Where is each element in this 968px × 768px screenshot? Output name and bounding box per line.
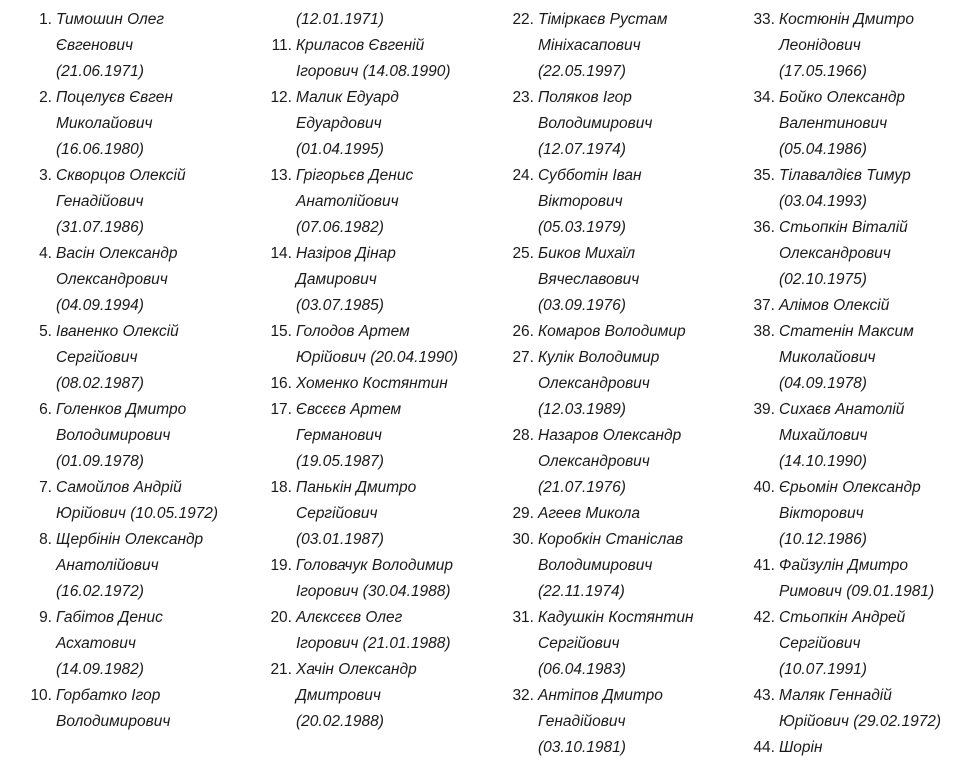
person-detail-line: Олександрович <box>538 375 650 392</box>
person-name: Малик Едуард <box>296 89 399 106</box>
person-detail-line: Генадійович <box>56 193 144 210</box>
list-item <box>0 683 260 735</box>
item-number: 28. <box>512 427 534 444</box>
person-entry <box>296 319 458 371</box>
item-number: 27. <box>512 349 534 366</box>
item-number: 32. <box>512 687 534 704</box>
person-name: Биков Михаїл <box>538 245 635 262</box>
person-name: Стьопкін Андрей <box>779 609 906 626</box>
person-entry <box>296 657 417 735</box>
person-detail-line: (22.11.1974) <box>538 583 625 600</box>
person-entry <box>296 241 396 319</box>
list-item <box>723 7 968 85</box>
person-entry <box>538 683 663 761</box>
continued-date: (12.01.1971) <box>296 11 384 28</box>
item-number: 39. <box>753 401 775 418</box>
list-item <box>240 553 500 605</box>
person-entry <box>56 683 170 735</box>
person-detail-line: Володимирович <box>538 115 653 132</box>
person-name: Статенін Максим <box>779 323 914 340</box>
person-entry <box>538 85 652 163</box>
person-name: Васін Олександр <box>56 245 178 262</box>
item-number: 3. <box>39 167 52 184</box>
person-name: Криласов Євгеній <box>296 37 425 54</box>
person-detail-line: (14.09.1982) <box>56 661 144 678</box>
list-item <box>723 319 968 397</box>
list-item <box>0 475 260 527</box>
person-name: Файзулін Дмитро <box>779 557 908 574</box>
person-detail-line: Володимирович <box>56 713 171 730</box>
person-detail-line: Генадійович <box>538 713 626 730</box>
item-number: 24. <box>512 167 534 184</box>
person-name: Тілавалдієв Тимур <box>779 167 911 184</box>
person-name: Стьопкін Віталій <box>779 219 908 236</box>
person-detail-line: (10.07.1991) <box>779 661 867 678</box>
person-entry <box>296 475 416 553</box>
person-detail-line: Олександрович <box>56 271 168 288</box>
person-name: Голенков Дмитро <box>56 401 187 418</box>
person-entry <box>296 553 453 605</box>
person-detail-line: (16.02.1972) <box>56 583 144 600</box>
person-detail-line: Володимирович <box>56 427 171 444</box>
list-item <box>0 605 260 683</box>
person-detail-line: (04.09.1994) <box>56 297 144 314</box>
person-detail-line: Асхатович <box>56 635 136 652</box>
person-entry <box>296 33 451 85</box>
person-name: Коробкін Станіслав <box>538 531 684 548</box>
item-number: 15. <box>270 323 292 340</box>
list-item <box>240 657 500 735</box>
item-number: 1. <box>39 11 52 28</box>
person-detail-line: Вікторович <box>779 505 864 522</box>
list-item <box>240 475 500 553</box>
item-number: 7. <box>39 479 52 496</box>
person-entry <box>538 345 659 423</box>
list-item <box>482 7 742 85</box>
list-column-4 <box>723 7 968 761</box>
person-detail-line: (03.10.1981) <box>538 739 626 756</box>
list-item <box>0 527 260 605</box>
person-detail-line: (02.10.1975) <box>779 271 867 288</box>
person-entry <box>538 501 640 527</box>
person-detail-line: (04.09.1978) <box>779 375 867 392</box>
person-detail-line: Римович (09.01.1981) <box>779 583 935 600</box>
person-name: Кадушкін Костянтин <box>538 609 694 626</box>
person-detail-line: (06.04.1983) <box>538 661 626 678</box>
person-entry <box>56 241 177 319</box>
person-detail-line: Сергійович <box>538 635 620 652</box>
person-entry <box>56 475 218 527</box>
person-name: Голодов Артем <box>296 323 410 340</box>
person-detail-line: Ігорович (30.04.1988) <box>296 583 451 600</box>
list-item <box>240 319 500 371</box>
item-number: 6. <box>39 401 52 418</box>
person-detail-line: (07.06.1982) <box>296 219 384 236</box>
item-number: 8. <box>39 531 52 548</box>
person-detail-line: Володимирович <box>538 557 653 574</box>
list-item <box>482 85 742 163</box>
list-item <box>723 85 968 163</box>
person-name: Скворцов Олексій <box>56 167 186 184</box>
person-detail-line: Анатолійович <box>296 193 399 210</box>
list-column-1 <box>0 7 260 735</box>
person-name: Єрьомін Олександр <box>779 479 921 496</box>
person-entry <box>56 85 173 163</box>
person-name: Поляков Ігор <box>538 89 632 106</box>
person-name: Головачук Володимир <box>296 557 453 574</box>
person-detail-line: (31.07.1986) <box>56 219 144 236</box>
person-name: Алімов Олексій <box>779 297 890 314</box>
person-detail-line: Юрійович (10.05.1972) <box>56 505 219 522</box>
list-item <box>723 475 968 553</box>
person-detail-line: Сергійович <box>296 505 378 522</box>
person-entry <box>779 215 908 293</box>
person-name: Грігорьєв Денис <box>296 167 414 184</box>
list-item <box>0 397 260 475</box>
person-detail-line: (17.05.1966) <box>779 63 867 80</box>
item-number: 38. <box>753 323 775 340</box>
person-entry <box>779 293 889 319</box>
person-detail-line: (12.03.1989) <box>538 401 626 418</box>
person-detail-line: Вячеславович <box>538 271 640 288</box>
item-number: 31. <box>512 609 534 626</box>
list-item <box>0 241 260 319</box>
person-detail-line: (21.06.1971) <box>56 63 144 80</box>
person-detail-line: Миколайович <box>56 115 153 132</box>
person-name: Щербінін Олександр <box>56 531 204 548</box>
person-name: Тіміркаєв Рустам <box>538 11 668 28</box>
list-item <box>723 553 968 605</box>
item-number: 10. <box>30 687 52 704</box>
person-name: Панькін Дмитро <box>296 479 417 496</box>
item-number: 4. <box>39 245 52 262</box>
person-entry <box>56 7 164 85</box>
list-item <box>240 33 500 85</box>
person-detail-line: (08.02.1987) <box>56 375 144 392</box>
list-item <box>723 397 968 475</box>
person-name: Тимошин Олег <box>56 11 165 28</box>
person-detail-line: Олександрович <box>779 245 891 262</box>
person-name: Агеев Микола <box>538 505 640 522</box>
person-detail-line: (05.03.1979) <box>538 219 626 236</box>
person-name: Бойко Олександр <box>779 89 906 106</box>
list-item <box>240 605 500 657</box>
person-entry <box>779 7 914 85</box>
person-name: Кулік Володимир <box>538 349 660 366</box>
list-item <box>240 163 500 241</box>
person-name: Назіров Дінар <box>296 245 396 262</box>
person-detail-line: Олександрович <box>538 453 650 470</box>
list-item <box>482 501 742 527</box>
person-entry <box>779 553 934 605</box>
item-number: 41. <box>753 557 775 574</box>
person-name: Маляк Геннадій <box>779 687 892 704</box>
item-number: 11. <box>271 37 292 54</box>
item-number: 9. <box>39 609 52 626</box>
person-detail-line: (20.02.1988) <box>296 713 384 730</box>
person-detail-line: Євгенович <box>56 37 134 54</box>
item-number: 36. <box>753 219 775 236</box>
list-item <box>482 241 742 319</box>
person-detail-line: Юрійович (20.04.1990) <box>296 349 459 366</box>
person-detail-line: (14.10.1990) <box>779 453 867 470</box>
person-entry <box>779 735 822 761</box>
item-number: 25. <box>512 245 534 262</box>
item-number: 43. <box>753 687 775 704</box>
person-detail-line: (19.05.1987) <box>296 453 384 470</box>
item-number: 37. <box>753 297 775 314</box>
person-entry <box>296 397 401 475</box>
person-detail-line: Вікторович <box>538 193 623 210</box>
person-detail-line: (16.06.1980) <box>56 141 144 158</box>
item-number: 18. <box>270 479 292 496</box>
item-number: 20. <box>270 609 292 626</box>
person-detail-line: Леонідович <box>779 37 861 54</box>
person-name: Назаров Олександр <box>538 427 682 444</box>
person-name: Євсєєв Артем <box>296 401 402 418</box>
person-entry <box>538 319 686 345</box>
list-item <box>723 293 968 319</box>
item-number: 14. <box>270 245 292 262</box>
list-item <box>482 605 742 683</box>
item-number: 12. <box>270 89 292 106</box>
person-name: Комаров Володимир <box>538 323 686 340</box>
person-entry <box>779 319 914 397</box>
person-entry <box>779 475 921 553</box>
item-number: 13. <box>270 167 292 184</box>
item-number: 30. <box>512 531 534 548</box>
person-entry <box>296 371 448 397</box>
list-item <box>482 345 742 423</box>
item-number: 21. <box>270 661 292 678</box>
person-detail-line: (10.12.1986) <box>779 531 867 548</box>
person-entry <box>56 397 186 475</box>
person-detail-line: Михайлович <box>779 427 868 444</box>
person-entry <box>56 605 163 683</box>
item-number: 33. <box>753 11 775 28</box>
list-item <box>482 423 742 501</box>
person-detail-line: Сергійович <box>56 349 138 366</box>
person-name: Сихаєв Анатолій <box>779 401 905 418</box>
person-entry <box>779 605 905 683</box>
person-detail-line: (03.09.1976) <box>538 297 626 314</box>
list-item <box>0 163 260 241</box>
list-item <box>482 683 742 761</box>
item-number: 17. <box>270 401 292 418</box>
person-detail-line: (21.07.1976) <box>538 479 626 496</box>
person-detail-line: Анатолійович <box>56 557 159 574</box>
person-entry <box>296 85 399 163</box>
person-name: Костюнін Дмитро <box>779 11 915 28</box>
person-detail-line: (05.04.1986) <box>779 141 867 158</box>
person-detail-line: Дамирович <box>296 271 377 288</box>
person-entry <box>296 163 413 241</box>
list-item <box>240 241 500 319</box>
list-item <box>240 371 500 397</box>
person-name: Хачін Олександр <box>296 661 417 678</box>
item-number: 5. <box>39 323 52 340</box>
person-detail-line: Дмитрович <box>296 687 381 704</box>
person-entry <box>538 241 639 319</box>
list-item <box>0 7 260 85</box>
person-entry <box>779 683 941 735</box>
list-item <box>723 163 968 215</box>
item-number: 44. <box>753 739 775 756</box>
person-detail-line: Германович <box>296 427 382 444</box>
person-detail-line: Ігорович (21.01.1988) <box>296 635 451 652</box>
person-detail-line: (01.04.1995) <box>296 141 384 158</box>
person-entry <box>296 605 451 657</box>
person-name: Алєксєєв Олег <box>296 609 403 626</box>
person-detail-line: (03.01.1987) <box>296 531 384 548</box>
person-detail-line: (03.07.1985) <box>296 297 384 314</box>
list-item <box>482 319 742 345</box>
person-name: Хоменко Костянтин <box>296 375 448 392</box>
item-number: 35. <box>753 167 775 184</box>
list-item <box>723 735 968 761</box>
person-detail-line: (03.04.1993) <box>779 193 867 210</box>
list-item <box>240 85 500 163</box>
person-entry <box>56 319 179 397</box>
item-number: 26. <box>512 323 534 340</box>
list-item <box>0 319 260 397</box>
person-name: Субботін Іван <box>538 167 642 184</box>
list-item <box>723 605 968 683</box>
person-detail-line: Юрійович (29.02.1972) <box>779 713 942 730</box>
item-number: 42. <box>753 609 775 626</box>
person-name: Самойлов Андрій <box>56 479 182 496</box>
person-detail-line: Сергійович <box>779 635 861 652</box>
person-entry <box>538 163 642 241</box>
person-detail-line: Валентинович <box>779 115 888 132</box>
person-name: Горбатко Ігор <box>56 687 161 704</box>
item-number: 22. <box>512 11 534 28</box>
person-detail-line: (12.07.1974) <box>538 141 626 158</box>
item-number: 34. <box>753 89 775 106</box>
list-column-2 <box>240 7 500 735</box>
person-detail-line: Миколайович <box>779 349 876 366</box>
person-entry <box>779 163 911 215</box>
person-detail-line: (22.05.1997) <box>538 63 626 80</box>
person-entry <box>538 423 681 501</box>
person-entry <box>538 527 683 605</box>
person-detail-line: Мініхасапович <box>538 37 641 54</box>
item-number: 16. <box>270 375 292 392</box>
person-name: Поцелуєв Євген <box>56 89 173 106</box>
person-detail-line: Едуардович <box>296 115 382 132</box>
person-name: Габітов Денис <box>56 609 163 626</box>
item-number: 19. <box>270 557 292 574</box>
item-number: 2. <box>39 89 52 106</box>
list-item <box>482 527 742 605</box>
person-entry <box>779 85 905 163</box>
person-name: Антіпов Дмитро <box>538 687 663 704</box>
person-detail-line: Ігорович (14.08.1990) <box>296 63 451 80</box>
item-number: 29. <box>512 505 534 522</box>
person-entry <box>538 7 667 85</box>
list-item <box>482 163 742 241</box>
list-item <box>723 215 968 293</box>
person-entry <box>779 397 904 475</box>
person-name: Іваненко Олексій <box>56 323 179 340</box>
person-name: Шорін <box>779 739 823 756</box>
list-item <box>723 683 968 735</box>
person-entry <box>56 163 186 241</box>
item-number: 23. <box>512 89 534 106</box>
item-number: 40. <box>753 479 775 496</box>
list-column-3 <box>482 7 742 761</box>
person-entry <box>56 527 203 605</box>
person-entry <box>538 605 693 683</box>
person-detail-line: (01.09.1978) <box>56 453 144 470</box>
list-item <box>0 85 260 163</box>
list-item <box>240 397 500 475</box>
